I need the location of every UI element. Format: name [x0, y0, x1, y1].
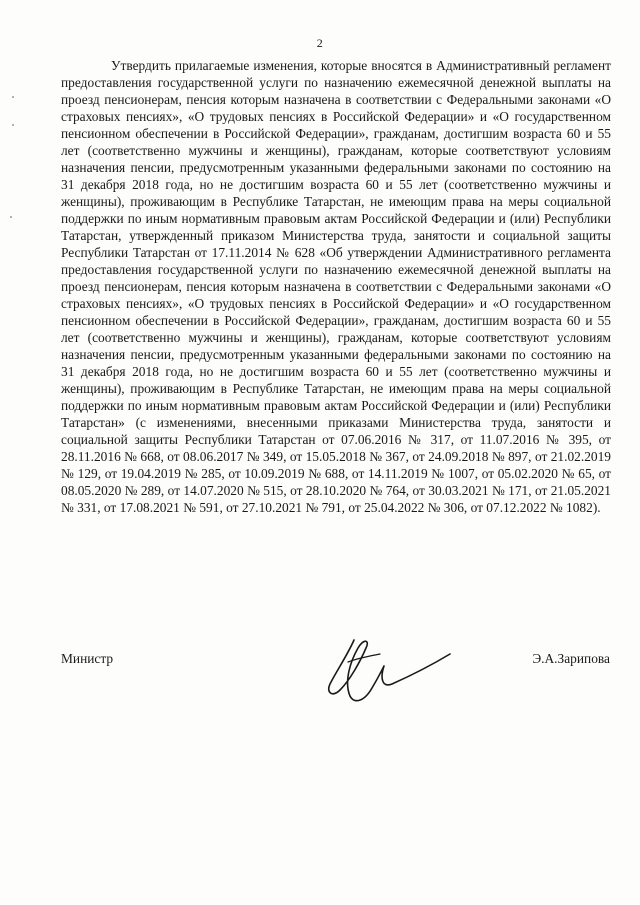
- scan-artifact: [10, 216, 12, 218]
- signer-title: Министр: [61, 651, 114, 666]
- signer-name: Э.А.Зарипова: [532, 651, 610, 666]
- order-paragraph: Утвердить прилагаемые изменения, которые вносятся в Административный регламент предоставления государственной услуги по назначению ежемесячной денежной выплаты на проезд пенсионерам, пенсия которым назначена в соответствии с Федеральными законами «О страховых пенсиях», «О трудовых пенсиях в Российской Федерации» и «О государственном пенсионном обеспечении в Российской Федерации», гражданам, достигшим возраста 60 и 55 лет (соответственно мужчины и женщины), гражданам, которые соответствуют условиям назначения пенсии, предусмотренным указанными федеральными законами по состоянию на 31 декабря 2018 года, но не достигшим возраста 60 и 55 лет (соответственно мужчины и женщины), проживающим в Республике Татарстан, не имеющим права на меры социальной поддержки по иным нормативным правовым актам Российской Федерации и (или) Республики Татарстан, утвержденный приказом Министерства труда, занятости и социальной защиты Республики Татарстан от 17.11.2014 № 628 «Об утверждении Административного регламента предоставления государственной услуги по назначению ежемесячной денежной выплаты на проезд пенсионерам, пенсия которым назначена в соответствии с Федеральными законами «О страховых пенсиях», «О трудовых пенсиях в Российской Федерации» и «О государственном пенсионном обеспечении в Российской Федерации», гражданам, достигшим возраста 60 и 55 лет (соответственно мужчины и женщины), гражданам, которые соответствуют условиям назначения пенсии, предусмотренным указанными федеральными законами по состоянию на 31 декабря 2018 года, но не достигшим возраста 60 и 55 лет (соответственно мужчины и женщины), проживающим в Республике Татарстан, не имеющим права на меры социальной поддержки по иным нормативным правовым актам Российской Федерации и (или) Республики Татарстан» (с изменениями, внесенными приказами Министерства труда, занятости и социальной защиты Республики Татарстан от 07.06.2016 № 317, от 11.07.2016 № 395, от 28.11.2016 № 668, от 08.06.2017 № 349, от 15.05.2018 № 367, от 24.09.2018 № 897, от 21.02.2019 № 129, от 19.04.2019 № 285, от 10.09.2019 № 688, от 14.11.2019 № 1007, от 05.02.2020 № 65, от 08.05.2020 № 289, от 14.07.2020 № 515, от 28.10.2020 № 764, от 30.03.2021 № 171, от 21.05.2021 № 331, от 17.08.2021 № 591, от 27.10.2021 № 791, от 25.04.2022 № 306, от 07.12.2022 № 1082).: [61, 58, 611, 515]
- page-number: 2: [316, 36, 324, 50]
- scan-artifact: [12, 124, 14, 126]
- signature-icon: [318, 632, 458, 712]
- scan-artifact: [12, 96, 14, 98]
